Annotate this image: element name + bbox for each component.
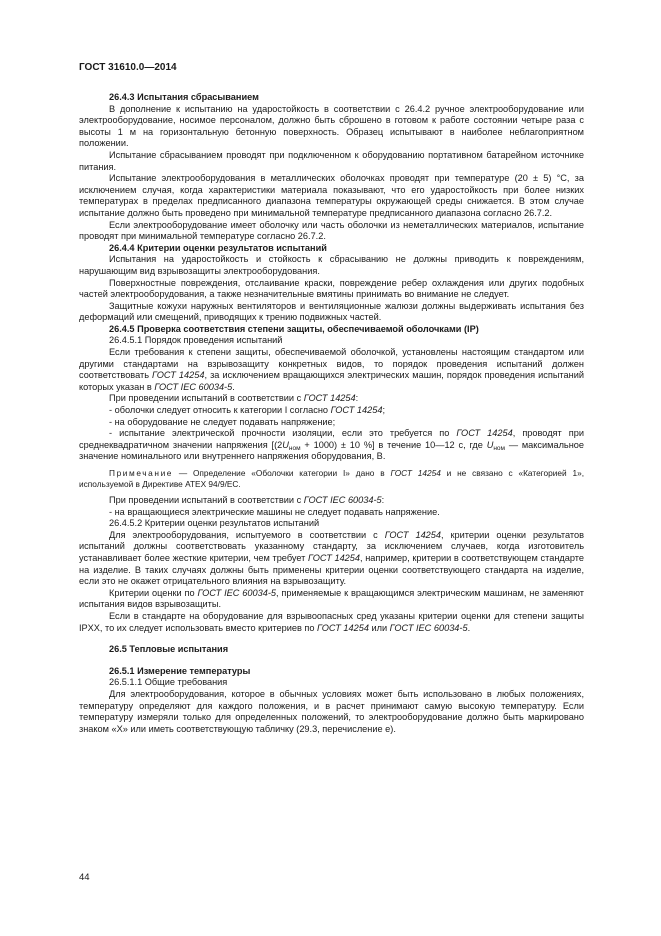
page-number: 44 — [79, 872, 90, 883]
document-header: ГОСТ 31610.0—2014 — [79, 62, 177, 73]
list-item: - оболочки следует относить к категории I согласно ГОСТ 14254; — [109, 405, 386, 416]
section-title-26-5: 26.5 Тепловые испытания — [109, 644, 229, 655]
section-title-26-4-4: 26.4.4 Критерии оценки результатов испытаний — [109, 242, 327, 253]
standard-ref: ГОСТ IEC 60034-5 — [303, 495, 382, 505]
subsection-title-26-5-1-1: 26.5.1.1 Общие требования — [109, 677, 228, 688]
standard-ref: ГОСТ IEC 60034-5 — [154, 381, 233, 392]
standard-ref: ГОСТ 14254 — [330, 405, 383, 416]
section-title-26-4-5: 26.4.5 Проверка соответствия степени защиты, обеспечиваемой оболочками (IP) — [109, 323, 479, 334]
standard-ref: ГОСТ 14254 — [384, 529, 442, 540]
subsection-title-26-5-1: 26.5.1 Измерение температуры — [109, 665, 251, 676]
paragraph: Если в стандарте на оборудование для взрывоопасных сред указаны критерии оценки для степени защиты IPXX, то их следует использовать вместо критериев по ГОСТ 14254 или ГОСТ IEC 60034-5. — [79, 610, 584, 633]
paragraph: Испытания на ударостойкость и стойкость к сбрасыванию не должны приводить к повреждениям, нарушающим вид взрывозащиты электрооборудования. — [79, 254, 584, 276]
paragraph: Критерии оценки по ГОСТ IEC 60034-5, применяемые к вращающимся электрическим машинам, не заменяют испытания видов взрывозащиты. — [79, 587, 585, 610]
subsection-title-26-4-5-2: 26.4.5.2 Критерии оценки результатов испытаний — [109, 518, 320, 529]
paragraph: В дополнение к испытанию на ударостойкость в соответствии с 26.4.2 ручное электрооборудование или электрооборудование, носимое персоналом, должно быть сброшено в готовом к работе состоянии четыре раза с высоты 1 м на горизонтальную бетонную поверхность. Образец испытывают в наиболее неблагоприятном положении. — [79, 103, 584, 149]
standard-ref: ГОСТ 14254 — [303, 393, 356, 404]
section-title-26-4-3: 26.4.3 Испытания сбрасыванием — [109, 92, 259, 102]
paragraph: Испытание электрооборудования в металлических оболочках проводят при температуре (20 ± 5) °С, за исключением случая, когда характеристики материала показывают, что его ударостойкость при более низких температурах в пределах предписанного диапазона температуры окружающей среды снижается. В этом случае испытание должно быть проведено при минимальной температуре предписанного диапазона согласно 26.7.2. — [79, 173, 584, 218]
paragraph: Для электрооборудования, которое в обычных условиях может быть использовано в любых положениях, температуру определяют для каждого положения, и в расчет принимают самую высокую температуру. Если температуру измеряли только для определенных положений, то электрооборудование должно быть маркировано знаком «Х» или иметь соответствующую табличку (29.3, перечисление е). — [79, 688, 584, 734]
paragraph: При проведении испытаний в соответствии с ГОСТ 14254: — [109, 393, 359, 404]
standard-ref: ГОСТ 14254 — [152, 370, 205, 381]
standard-ref: ГОСТ IEC 60034-5 — [389, 622, 468, 633]
paragraph: Если электрооборудование имеет оболочку или часть оболочки из неметаллических материалов, испытание проводят при минимальной температуре согласно 26.7.2. — [79, 219, 584, 242]
note-label: Примечание — [109, 468, 174, 478]
paragraph: При проведении испытаний в соответствии с ГОСТ IEC 60034-5: — [109, 495, 385, 505]
list-item: - на вращающиеся электрические машины не следует подавать напряжение. — [109, 506, 440, 517]
list-item: - испытание электрической прочности изоляции, если это требуется по ГОСТ 14254, проводят при среднеквадратичном значении напряжения [$(2U_{ном} + 1000) \pm 10$ %] в течение 10—12 с, где $U_{ном}$ — максимальное значение номинального или внутреннего напряжения оборудования, В. — [79, 428, 585, 462]
paragraph: Испытание сбрасыванием проводят при подключенном к оборудованию портативном батарейном источнике питания. — [79, 149, 584, 172]
list-item: - на оборудование не следует подавать напряжение; — [109, 416, 336, 427]
paragraph: Поверхностные повреждения, отслаивание краски, повреждение ребер охлаждения или других подобных частей электрооборудования, а также незначительные вмятины принимать во внимание не следует. — [79, 277, 584, 300]
standard-ref: ГОСТ 14254 — [390, 468, 441, 478]
note: Примечание — Определение «Оболочки категории I» дано в ГОСТ 14254 и не связано с «Категорией 1», используемой в Директиве АТЕХ 94/9/ЕС. — [79, 468, 584, 489]
standard-ref: ГОСТ 14254 — [308, 552, 361, 563]
paragraph: Для электрооборудования, испытуемого в соответствии с ГОСТ 14254, критерии оценки результатов испытаний должны соответствовать указанному стандарту, за исключением случаев, когда изготовитель устанавливает более жесткие критерии, чем требует ГОСТ 14254, например, критерии в соответствующем стандарте на изделие. В таких случаях должны быть применены критерии оценки соответствующего стандарта на изделие, если это не окажет отрицательного влияния на взрывозащиту. — [79, 529, 584, 587]
standard-ref: ГОСТ IEC 60034-5 — [197, 587, 276, 598]
paragraph: Защитные кожухи наружных вентиляторов и вентиляционные жалюзи должны выдерживать испытания без деформаций или смещений, приводящих к трению подвижных частей. — [79, 300, 584, 323]
paragraph: Если требования к степени защиты, обеспечиваемой оболочкой, установлены настоящим стандартом или другими стандартами на взрывозащиту конкретных видов, то порядок проведения испытаний должен соответствовать ГОСТ 14254, за исключением вращающихся электрических машин, порядок проведения испытаний которых указан в ГОСТ IEC 60034-5. — [79, 347, 584, 392]
standard-ref: ГОСТ 14254 — [317, 622, 369, 633]
page-body — [79, 92, 584, 735]
standard-ref: ГОСТ 14254 — [456, 428, 513, 439]
subsection-title-26-4-5-1: 26.4.5.1 Порядок проведения испытаний — [109, 335, 283, 346]
